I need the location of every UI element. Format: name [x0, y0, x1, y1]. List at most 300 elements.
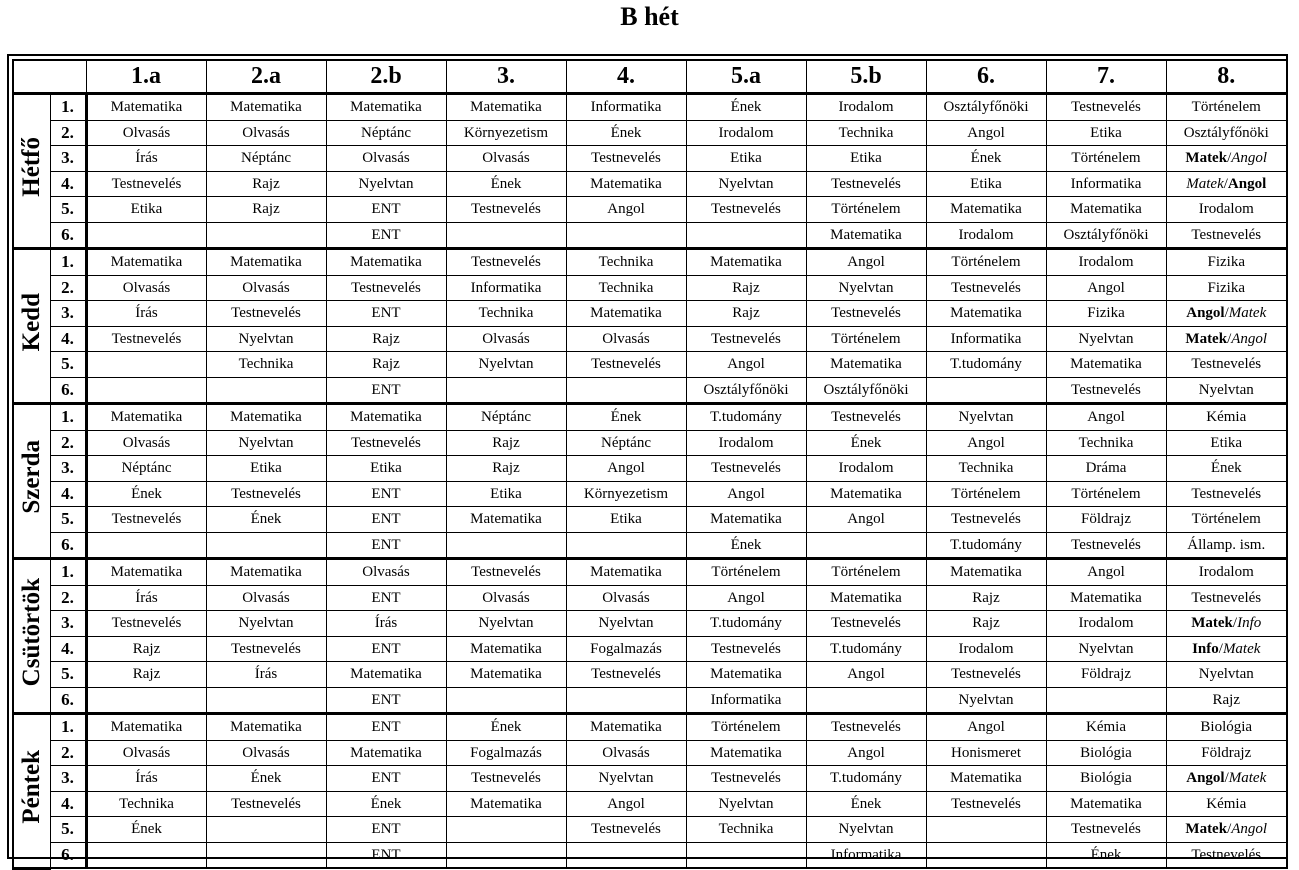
- period-number: 4.: [50, 791, 86, 817]
- lesson-cell: Matematika: [446, 636, 566, 662]
- period-row: [13, 687, 1287, 714]
- lesson-cell: Néptánc: [206, 146, 326, 172]
- lesson-cell: ENT: [326, 197, 446, 223]
- lesson-cell: Testnevelés: [206, 636, 326, 662]
- lesson-cell: Irodalom: [926, 636, 1046, 662]
- class-header: 6.: [926, 60, 1046, 94]
- lesson-cell: Irodalom: [1046, 249, 1166, 276]
- lesson-cell: Nyelvtan: [686, 791, 806, 817]
- lesson-cell: Olvasás: [446, 146, 566, 172]
- lesson-cell: Környezetism: [446, 120, 566, 146]
- header-corner: [13, 60, 86, 94]
- period-number: 5.: [50, 352, 86, 378]
- lesson-cell: Rajz: [206, 171, 326, 197]
- timetable: [12, 59, 1288, 870]
- lesson-cell: Angol: [1046, 404, 1166, 431]
- lesson-cell: Nyelvtan: [326, 171, 446, 197]
- period-row: [13, 559, 1287, 586]
- lesson-cell: Nyelvtan: [1046, 326, 1166, 352]
- lesson-cell: Info/Matek: [1166, 636, 1287, 662]
- lesson-cell: Matematika: [446, 94, 566, 121]
- lesson-cell: [206, 532, 326, 559]
- lesson-cell: ENT: [326, 714, 446, 741]
- lesson-cell: Matek/Info: [1166, 611, 1287, 637]
- lesson-cell: Matek/Angol: [1166, 146, 1287, 172]
- lesson-cell: Biológia: [1166, 714, 1287, 741]
- lesson-cell: Matematika: [686, 249, 806, 276]
- lesson-cell: Ének: [1166, 456, 1287, 482]
- lesson-cell: Testnevelés: [446, 197, 566, 223]
- lesson-cell: [566, 687, 686, 714]
- period-number: 6.: [50, 687, 86, 714]
- period-number: 3.: [50, 766, 86, 792]
- day-label-text: Hétfő: [17, 137, 45, 197]
- lesson-cell: Irodalom: [686, 430, 806, 456]
- lesson-cell: Osztályfőnöki: [806, 377, 926, 404]
- lesson-cell: T.tudomány: [926, 352, 1046, 378]
- lesson-cell: Matematika: [566, 559, 686, 586]
- lesson-cell: Matematika: [86, 714, 206, 741]
- lesson-cell: [566, 532, 686, 559]
- lesson-cell: [86, 377, 206, 404]
- period-row: [13, 842, 1287, 868]
- period-row: [13, 662, 1287, 688]
- period-number: 2.: [50, 430, 86, 456]
- lesson-cell: Nyelvtan: [446, 352, 566, 378]
- lesson-cell: Nyelvtan: [1166, 662, 1287, 688]
- lesson-group-bold: Angol: [1227, 175, 1267, 192]
- lesson-cell: Matematika: [926, 766, 1046, 792]
- lesson-cell: Technika: [1046, 430, 1166, 456]
- lesson-cell: Történelem: [1046, 146, 1166, 172]
- lesson-cell: Testnevelés: [566, 662, 686, 688]
- lesson-cell: Matematika: [326, 404, 446, 431]
- timetable-body: [13, 94, 1287, 869]
- lesson-cell: Történelem: [1166, 507, 1287, 533]
- lesson-cell: [446, 377, 566, 404]
- lesson-cell: Olvasás: [566, 740, 686, 766]
- lesson-cell: Rajz: [446, 456, 566, 482]
- lesson-cell: Ének: [446, 171, 566, 197]
- lesson-cell: Informatika: [446, 275, 566, 301]
- lesson-group-italic: Angol: [1231, 330, 1268, 347]
- lesson-cell: Angol: [566, 456, 686, 482]
- period-number: 3.: [50, 611, 86, 637]
- lesson-cell: T.tudomány: [806, 636, 926, 662]
- lesson-cell: Testnevelés: [806, 611, 926, 637]
- lesson-cell: Kémia: [1046, 714, 1166, 741]
- lesson-cell: Dráma: [1046, 456, 1166, 482]
- lesson-cell: Rajz: [326, 326, 446, 352]
- lesson-cell: Testnevelés: [806, 404, 926, 431]
- lesson-cell: Irodalom: [1166, 559, 1287, 586]
- lesson-cell: Irodalom: [806, 456, 926, 482]
- lesson-cell: Matematika: [86, 404, 206, 431]
- lesson-cell: Ének: [1046, 842, 1166, 868]
- lesson-cell: Írás: [206, 662, 326, 688]
- lesson-cell: Nyelvtan: [446, 611, 566, 637]
- lesson-cell: Testnevelés: [1166, 352, 1287, 378]
- lesson-cell: Olvasás: [86, 430, 206, 456]
- lesson-cell: Angol: [926, 430, 1046, 456]
- lesson-cell: Olvasás: [206, 740, 326, 766]
- lesson-cell: Néptánc: [566, 430, 686, 456]
- period-row: [13, 120, 1287, 146]
- lesson-cell: Nyelvtan: [206, 611, 326, 637]
- lesson-cell: Testnevelés: [326, 430, 446, 456]
- lesson-cell: Ének: [806, 430, 926, 456]
- period-number: 4.: [50, 326, 86, 352]
- lesson-cell: ENT: [326, 507, 446, 533]
- lesson-cell: Angol: [926, 120, 1046, 146]
- lesson-cell: Nyelvtan: [806, 275, 926, 301]
- lesson-group-bold: Matek: [1185, 150, 1228, 167]
- lesson-cell: Osztályfőnöki: [1046, 222, 1166, 249]
- lesson-cell: Etika: [566, 507, 686, 533]
- lesson-cell: Angol: [566, 197, 686, 223]
- lesson-cell: Nyelvtan: [206, 430, 326, 456]
- lesson-cell: [446, 222, 566, 249]
- lesson-cell: Matematika: [86, 559, 206, 586]
- period-number: 5.: [50, 817, 86, 843]
- lesson-cell: Etika: [206, 456, 326, 482]
- period-row: [13, 430, 1287, 456]
- lesson-cell: Testnevelés: [86, 171, 206, 197]
- day-label: [13, 559, 50, 714]
- lesson-cell: Irodalom: [806, 94, 926, 121]
- lesson-group-bold: Matek: [1185, 330, 1228, 347]
- lesson-cell: Matematika: [1046, 791, 1166, 817]
- lesson-cell: Etika: [806, 146, 926, 172]
- lesson-cell: Matematika: [446, 662, 566, 688]
- lesson-cell: Ének: [566, 120, 686, 146]
- lesson-cell: Ének: [926, 146, 1046, 172]
- lesson-cell: Testnevelés: [806, 714, 926, 741]
- lesson-cell: [446, 532, 566, 559]
- lesson-cell: [206, 222, 326, 249]
- lesson-cell: Olvasás: [206, 275, 326, 301]
- period-number: 5.: [50, 507, 86, 533]
- lesson-cell: Kémia: [1166, 791, 1287, 817]
- lesson-group-italic: Angol: [1231, 150, 1268, 167]
- period-number: 6.: [50, 222, 86, 249]
- lesson-cell: Testnevelés: [1046, 532, 1166, 559]
- lesson-cell: Testnevelés: [86, 611, 206, 637]
- lesson-cell: Technika: [86, 791, 206, 817]
- lesson-cell: Angol: [1046, 275, 1166, 301]
- lesson-cell: Etika: [686, 146, 806, 172]
- lesson-cell: Fogalmazás: [446, 740, 566, 766]
- period-row: [13, 481, 1287, 507]
- lesson-cell: Történelem: [926, 481, 1046, 507]
- lesson-cell: Olvasás: [446, 585, 566, 611]
- period-row: [13, 352, 1287, 378]
- lesson-cell: Matematika: [1046, 352, 1166, 378]
- period-number: 4.: [50, 636, 86, 662]
- lesson-cell: Matematika: [1046, 197, 1166, 223]
- header-row: [13, 60, 1287, 94]
- lesson-cell: Nyelvtan: [566, 766, 686, 792]
- lesson-cell: Ének: [206, 507, 326, 533]
- lesson-cell: Irodalom: [1166, 197, 1287, 223]
- period-row: [13, 636, 1287, 662]
- lesson-cell: [566, 222, 686, 249]
- lesson-cell: Földrajz: [1046, 662, 1166, 688]
- lesson-cell: ENT: [326, 301, 446, 327]
- lesson-cell: [1046, 687, 1166, 714]
- lesson-cell: [446, 687, 566, 714]
- lesson-cell: [206, 687, 326, 714]
- lesson-cell: Rajz: [926, 585, 1046, 611]
- period-row: [13, 817, 1287, 843]
- period-row: [13, 791, 1287, 817]
- lesson-cell: Testnevelés: [206, 301, 326, 327]
- lesson-cell: Technika: [446, 301, 566, 327]
- period-row: [13, 222, 1287, 249]
- lesson-cell: Testnevelés: [926, 662, 1046, 688]
- lesson-cell: Ének: [446, 714, 566, 741]
- lesson-cell: [566, 842, 686, 868]
- lesson-cell: [86, 687, 206, 714]
- lesson-cell: Néptánc: [446, 404, 566, 431]
- lesson-cell: Angol/Matek: [1166, 301, 1287, 327]
- class-header: 2.a: [206, 60, 326, 94]
- lesson-cell: Olvasás: [566, 585, 686, 611]
- period-row: [13, 146, 1287, 172]
- lesson-cell: Technika: [566, 275, 686, 301]
- lesson-cell: Etika: [926, 171, 1046, 197]
- lesson-cell: [86, 842, 206, 868]
- day-label: [13, 404, 50, 559]
- lesson-group-italic: Angol: [1231, 821, 1268, 838]
- lesson-cell: Matematika: [206, 249, 326, 276]
- lesson-cell: Angol: [806, 249, 926, 276]
- lesson-group-italic: Matek: [1228, 305, 1267, 322]
- lesson-cell: Történelem: [686, 714, 806, 741]
- lesson-cell: [86, 352, 206, 378]
- lesson-cell: Matematika: [686, 662, 806, 688]
- lesson-cell: Ének: [686, 94, 806, 121]
- period-number: 3.: [50, 146, 86, 172]
- day-label-text: Csütörtök: [17, 577, 45, 687]
- lesson-cell: Matematika: [806, 222, 926, 249]
- lesson-cell: Testnevelés: [1166, 222, 1287, 249]
- lesson-cell: Ének: [86, 817, 206, 843]
- lesson-cell: Testnevelés: [566, 352, 686, 378]
- lesson-cell: [86, 532, 206, 559]
- lesson-cell: Testnevelés: [926, 275, 1046, 301]
- class-header: 4.: [566, 60, 686, 94]
- lesson-cell: T.tudomány: [686, 404, 806, 431]
- lesson-cell: Történelem: [1166, 94, 1287, 121]
- lesson-cell: Testnevelés: [566, 817, 686, 843]
- lesson-cell: Matematika: [926, 197, 1046, 223]
- lesson-cell: ENT: [326, 817, 446, 843]
- lesson-cell: ENT: [326, 842, 446, 868]
- lesson-cell: [806, 687, 926, 714]
- lesson-cell: Matematika: [206, 404, 326, 431]
- lesson-cell: Írás: [86, 766, 206, 792]
- lesson-cell: Nyelvtan: [1046, 636, 1166, 662]
- lesson-cell: Informatika: [566, 94, 686, 121]
- lesson-cell: Matematika: [566, 171, 686, 197]
- lesson-group-bold: Matek: [1185, 821, 1228, 838]
- lesson-cell: Nyelvtan: [206, 326, 326, 352]
- lesson-cell: Testnevelés: [566, 146, 686, 172]
- lesson-cell: Matematika: [86, 94, 206, 121]
- lesson-cell: Testnevelés: [1166, 585, 1287, 611]
- lesson-cell: Matematika: [926, 559, 1046, 586]
- class-header: 5.b: [806, 60, 926, 94]
- lesson-cell: Ének: [566, 404, 686, 431]
- lesson-cell: Irodalom: [686, 120, 806, 146]
- lesson-cell: T.tudomány: [806, 766, 926, 792]
- lesson-cell: Olvasás: [206, 120, 326, 146]
- lesson-cell: Rajz: [206, 197, 326, 223]
- lesson-cell: Honismeret: [926, 740, 1046, 766]
- day-label: [13, 249, 50, 404]
- period-number: 4.: [50, 481, 86, 507]
- lesson-cell: Írás: [326, 611, 446, 637]
- lesson-cell: Angol: [926, 714, 1046, 741]
- lesson-cell: Matek/Angol: [1166, 171, 1287, 197]
- lesson-cell: Matematika: [326, 94, 446, 121]
- lesson-cell: Nyelvtan: [1166, 377, 1287, 404]
- lesson-cell: [206, 842, 326, 868]
- lesson-cell: Matematika: [86, 249, 206, 276]
- lesson-cell: Etika: [446, 481, 566, 507]
- lesson-cell: ENT: [326, 532, 446, 559]
- period-row: [13, 456, 1287, 482]
- lesson-cell: T.tudomány: [926, 532, 1046, 559]
- lesson-cell: Nyelvtan: [566, 611, 686, 637]
- lesson-cell: [926, 842, 1046, 868]
- lesson-cell: Testnevelés: [926, 791, 1046, 817]
- lesson-cell: Olvasás: [86, 120, 206, 146]
- lesson-cell: Olvasás: [206, 585, 326, 611]
- period-number: 6.: [50, 842, 86, 868]
- lesson-cell: Angol: [686, 481, 806, 507]
- lesson-cell: Történelem: [1046, 481, 1166, 507]
- lesson-cell: Matematika: [326, 740, 446, 766]
- lesson-group-italic: Matek: [1228, 770, 1267, 787]
- lesson-cell: Nyelvtan: [926, 404, 1046, 431]
- lesson-cell: Testnevelés: [1046, 817, 1166, 843]
- lesson-cell: Technika: [926, 456, 1046, 482]
- day-label-text: Kedd: [17, 292, 45, 352]
- lesson-cell: Rajz: [326, 352, 446, 378]
- lesson-cell: Néptánc: [86, 456, 206, 482]
- lesson-cell: Testnevelés: [326, 275, 446, 301]
- period-number: 1.: [50, 94, 86, 121]
- lesson-cell: Olvasás: [326, 559, 446, 586]
- lesson-cell: Történelem: [926, 249, 1046, 276]
- lesson-cell: Testnevelés: [446, 559, 566, 586]
- lesson-cell: Matematika: [446, 791, 566, 817]
- period-row: [13, 171, 1287, 197]
- day-label-text: Szerda: [17, 440, 45, 514]
- lesson-cell: Irodalom: [926, 222, 1046, 249]
- period-row: [13, 611, 1287, 637]
- lesson-cell: Kémia: [1166, 404, 1287, 431]
- lesson-cell: Fizika: [1166, 249, 1287, 276]
- lesson-cell: Angol: [566, 791, 686, 817]
- lesson-cell: Angol: [1046, 559, 1166, 586]
- period-number: 3.: [50, 456, 86, 482]
- class-header: 2.b: [326, 60, 446, 94]
- lesson-cell: Olvasás: [86, 275, 206, 301]
- lesson-cell: Nyelvtan: [806, 817, 926, 843]
- lesson-cell: Testnevelés: [686, 326, 806, 352]
- lesson-cell: Testnevelés: [1046, 377, 1166, 404]
- lesson-cell: Biológia: [1046, 740, 1166, 766]
- lesson-cell: Történelem: [806, 326, 926, 352]
- lesson-cell: Etika: [1166, 430, 1287, 456]
- lesson-cell: Testnevelés: [806, 171, 926, 197]
- lesson-cell: ENT: [326, 636, 446, 662]
- lesson-group-italic: Matek: [1186, 175, 1224, 192]
- lesson-cell: Testnevelés: [206, 791, 326, 817]
- lesson-cell: Etika: [86, 197, 206, 223]
- lesson-cell: Földrajz: [1046, 507, 1166, 533]
- lesson-cell: Testnevelés: [1166, 842, 1287, 868]
- period-row: [13, 275, 1287, 301]
- lesson-cell: Testnevelés: [1046, 94, 1166, 121]
- lesson-group-bold: Angol: [1186, 305, 1225, 322]
- lesson-cell: ENT: [326, 481, 446, 507]
- lesson-cell: Fizika: [1166, 275, 1287, 301]
- lesson-cell: Rajz: [86, 662, 206, 688]
- lesson-cell: Technika: [686, 817, 806, 843]
- lesson-cell: Informatika: [926, 326, 1046, 352]
- lesson-cell: Matematika: [206, 714, 326, 741]
- lesson-cell: Matematika: [326, 249, 446, 276]
- lesson-cell: Ének: [806, 791, 926, 817]
- class-header: 8.: [1166, 60, 1287, 94]
- lesson-cell: [206, 817, 326, 843]
- page-title: B hét: [620, 2, 679, 31]
- lesson-cell: [446, 817, 566, 843]
- period-number: 6.: [50, 532, 86, 559]
- lesson-cell: Irodalom: [1046, 611, 1166, 637]
- lesson-cell: Olvasás: [446, 326, 566, 352]
- period-number: 4.: [50, 171, 86, 197]
- lesson-cell: Matek/Angol: [1166, 817, 1287, 843]
- period-row: [13, 507, 1287, 533]
- period-row: [13, 301, 1287, 327]
- lesson-group-bold: Angol: [1186, 770, 1225, 787]
- lesson-cell: Testnevelés: [806, 301, 926, 327]
- lesson-cell: Technika: [806, 120, 926, 146]
- lesson-cell: Matematika: [206, 94, 326, 121]
- lesson-cell: Informatika: [806, 842, 926, 868]
- lesson-cell: Matematika: [806, 481, 926, 507]
- lesson-cell: Környezetism: [566, 481, 686, 507]
- lesson-cell: Matematika: [446, 507, 566, 533]
- lesson-cell: ENT: [326, 377, 446, 404]
- period-row: [13, 532, 1287, 559]
- period-number: 2.: [50, 585, 86, 611]
- lesson-cell: Angol/Matek: [1166, 766, 1287, 792]
- period-row: [13, 585, 1287, 611]
- lesson-group-bold: Matek: [1191, 615, 1233, 632]
- lesson-cell: [806, 532, 926, 559]
- lesson-cell: Matematika: [1046, 585, 1166, 611]
- lesson-cell: Néptánc: [326, 120, 446, 146]
- lesson-cell: Testnevelés: [686, 456, 806, 482]
- lesson-cell: Matematika: [566, 301, 686, 327]
- lesson-cell: Rajz: [86, 636, 206, 662]
